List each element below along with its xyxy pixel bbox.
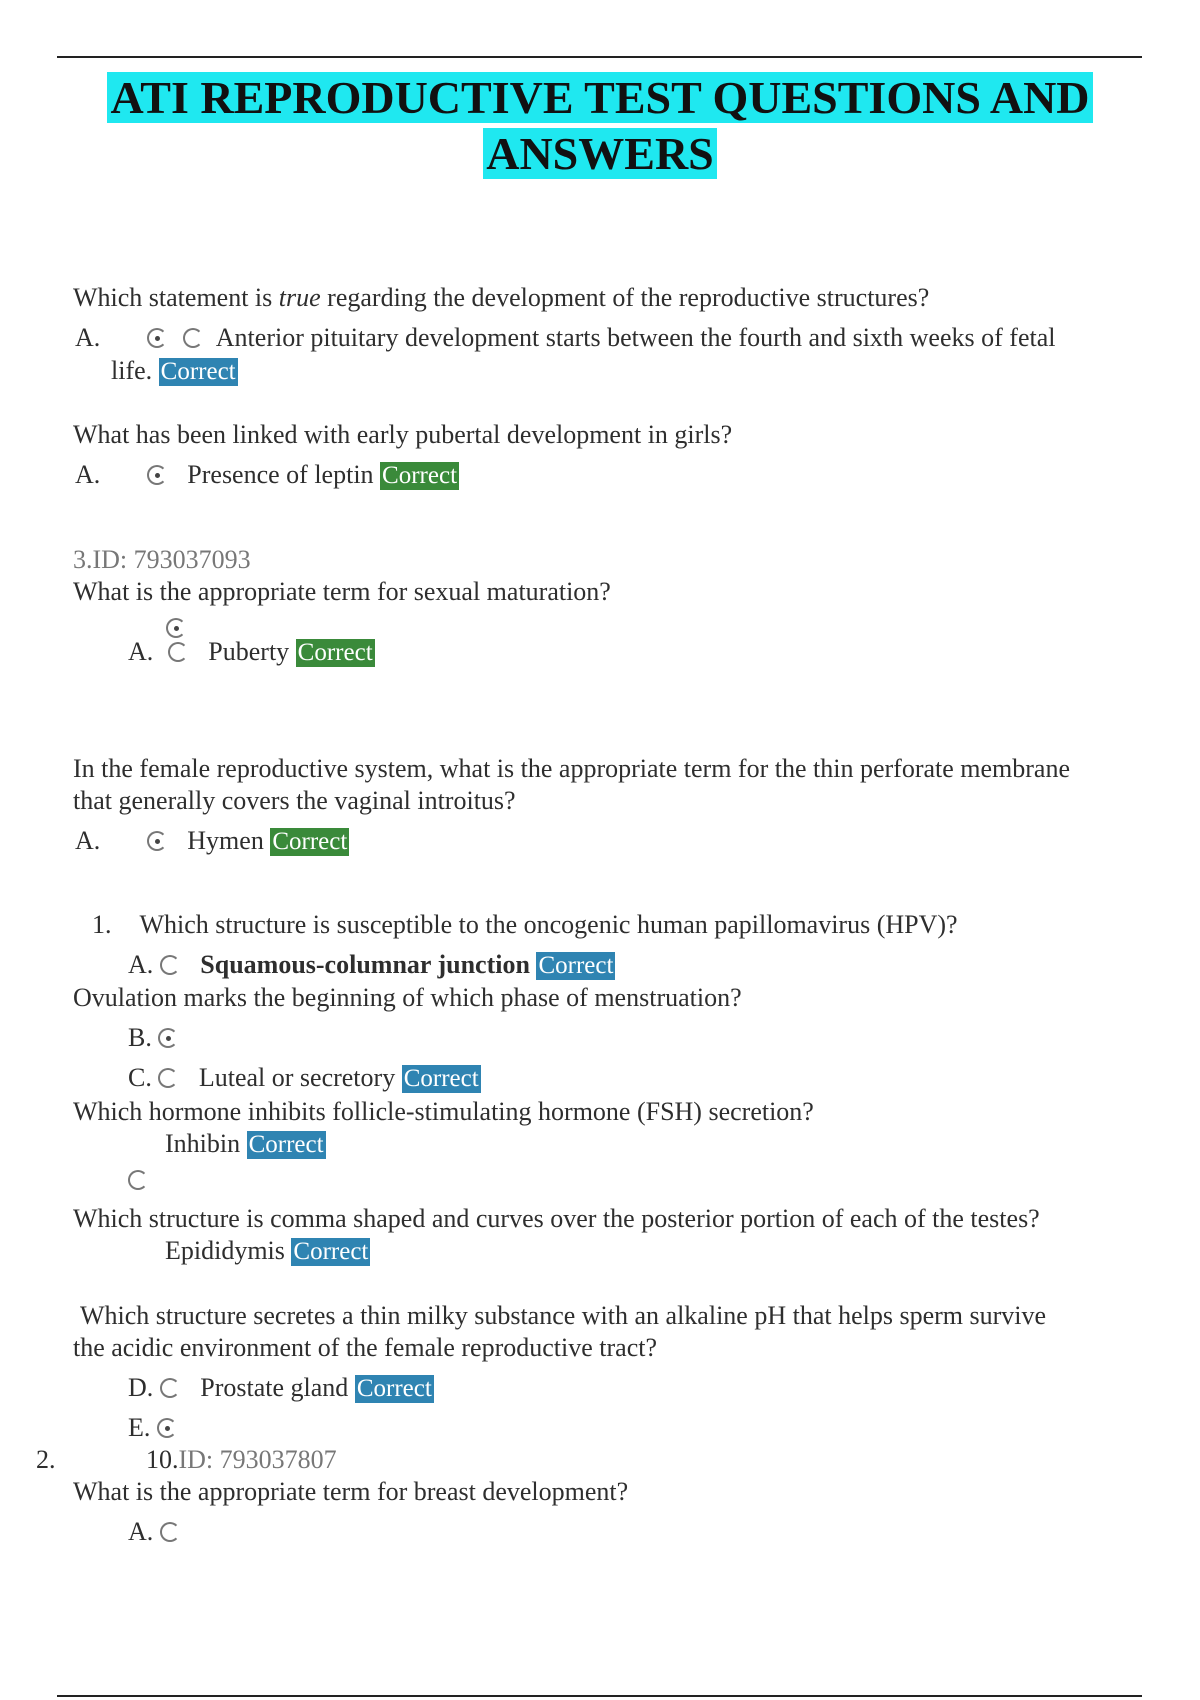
correct-badge: Correct — [248, 1131, 324, 1158]
answer-5: A. Squamous-columnar junction Correct — [128, 950, 614, 979]
correct-badge: Correct — [160, 358, 236, 385]
answer-4: A. Hymen Correct — [75, 826, 348, 855]
answer-9-e: E. — [128, 1412, 177, 1444]
page-title: ATI REPRODUCTIVE TEST QUESTIONS AND ANSWERS — [60, 70, 1140, 182]
question-5: 1. Which structure is susceptible to the oncogenic human papillomavirus (HPV)? — [92, 910, 958, 939]
answer-8: Epididymis Correct — [165, 1236, 369, 1265]
radio-icon[interactable] — [158, 1068, 178, 1088]
answer-3: A. Puberty Correct — [128, 637, 373, 666]
correct-badge: Correct — [293, 1238, 369, 1265]
question-9: Which structure secretes a thin milky substance with an alkaline pH that helps sperm survive — [80, 1301, 1047, 1330]
radio-icon[interactable] — [160, 1378, 180, 1398]
question-4-cont: that generally covers the vaginal introitus? — [73, 786, 516, 815]
question-10-num: 2. — [36, 1445, 56, 1474]
question-9-cont: the acidic environment of the female reproductive tract? — [73, 1333, 657, 1362]
answer-10: A. — [128, 1516, 180, 1548]
question-8: Which structure is comma shaped and curves over the posterior portion of each of the testes? — [73, 1204, 1040, 1233]
correct-badge: Correct — [272, 828, 348, 855]
answer-9-d: D. Prostate gland Correct — [128, 1373, 432, 1402]
answer-6-b: B. — [128, 1022, 178, 1054]
top-rule — [57, 56, 1142, 58]
correct-badge: Correct — [297, 639, 373, 666]
radio-icon[interactable] — [160, 955, 180, 975]
question-4: In the female reproductive system, what is the appropriate term for the thin perforate membrane — [73, 754, 1071, 783]
answer-2: A. Presence of leptin Correct — [75, 460, 458, 489]
radio-icon[interactable] — [183, 328, 203, 348]
question-6: Ovulation marks the beginning of which phase of menstruation? — [73, 983, 742, 1012]
radio-icon[interactable] — [168, 642, 188, 662]
correct-badge: Correct — [538, 952, 614, 979]
radio-selected-icon[interactable] — [147, 831, 167, 851]
bottom-rule — [57, 1695, 1142, 1697]
radio-selected-icon[interactable] — [157, 1418, 177, 1438]
question-7: Which hormone inhibits follicle-stimulating hormone (FSH) secretion? — [73, 1097, 814, 1126]
question-10: What is the appropriate term for breast development? — [73, 1477, 629, 1506]
question-3-id: 3.ID: 793037093 — [73, 545, 251, 574]
radio-selected-icon[interactable] — [158, 1028, 178, 1048]
answer-7: Inhibin Correct — [165, 1129, 324, 1158]
question-1: Which statement is true regarding the development of the reproductive structures? — [73, 283, 930, 312]
correct-badge: Correct — [382, 462, 458, 489]
radio-selected-icon[interactable] — [147, 328, 167, 348]
radio-icon[interactable] — [160, 1522, 180, 1542]
answer-1: A. Anterior pituitary development starts between the fourth and sixth weeks of fetal — [75, 323, 1056, 352]
answer-7-radio-row — [128, 1164, 148, 1196]
radio-selected-icon[interactable] — [147, 465, 167, 485]
question-10-id: 10.ID: 793037807 — [146, 1445, 337, 1474]
answer-1-cont: life. Correct — [111, 356, 236, 385]
question-3: What is the appropriate term for sexual maturation? — [73, 577, 611, 606]
question-2: What has been linked with early pubertal development in girls? — [73, 420, 733, 449]
correct-badge: Correct — [403, 1065, 479, 1092]
radio-selected-icon[interactable] — [166, 618, 186, 638]
answer-6-c: C. Luteal or secretory Correct — [128, 1063, 479, 1092]
correct-badge: Correct — [356, 1375, 432, 1402]
radio-icon[interactable] — [128, 1170, 148, 1190]
